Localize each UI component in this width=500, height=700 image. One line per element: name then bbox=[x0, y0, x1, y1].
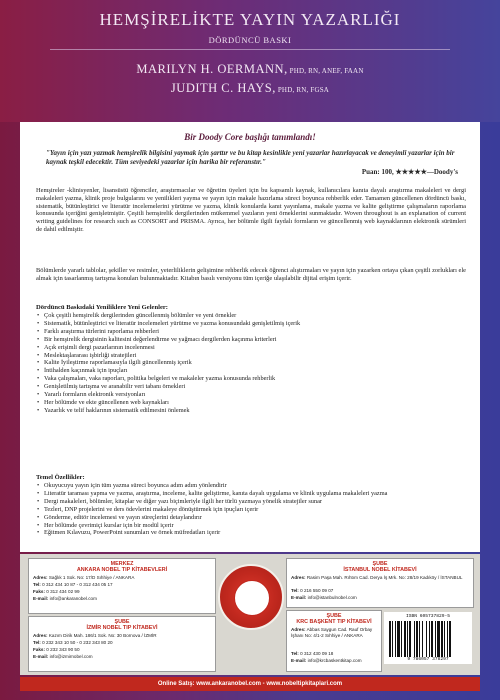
list-item: • Dergi makaleleri, bölümler, kitaplar ve diğer yazı biçimleriyle ilgili her türlü yazmaya yönelik stratejiler sunar bbox=[36, 498, 466, 506]
box-label: ŞUBE bbox=[114, 619, 130, 625]
list-item: • Tezleri, DNP projelerini ve ders ödevlerini makaleye dönüştürmek için ipuçları içerir bbox=[36, 506, 466, 514]
book-title: HEMŞİRELİKTE YAYIN YAZARLIĞI bbox=[99, 10, 401, 29]
phone-line: Tel: 0 312 434 10 87 - 0 312 434 05 17 bbox=[33, 582, 113, 587]
publisher-logo bbox=[218, 564, 284, 630]
phone-line: Tel: 0 312 430 09 18 bbox=[291, 651, 334, 656]
new-features-heading: Dördüncü Baskıdaki Yeniliklere Yeni Gelenler: bbox=[36, 304, 169, 311]
barcode bbox=[384, 612, 472, 664]
key-features-heading: Temel Özellikler: bbox=[36, 474, 85, 481]
key-features-list bbox=[36, 482, 466, 537]
doody-title: Bir Doody Core başlığı tanımlandı! bbox=[184, 132, 316, 142]
phone-line: Tel: 0 232 343 10 50 - 0 232 343 80 20 bbox=[33, 640, 113, 645]
list-item: • İntihalden kaçınmak için ipuçları bbox=[36, 367, 466, 375]
barcode-bar bbox=[397, 621, 400, 657]
publisher-box-istanbul bbox=[286, 558, 474, 608]
barcode-bar bbox=[444, 621, 445, 657]
author-name: MARILYN H. OERMANN, bbox=[136, 62, 288, 76]
back-cover-panel bbox=[20, 122, 480, 552]
box-label: ŞUBE bbox=[372, 561, 388, 567]
isbn-label: ISBN 605737829-5 bbox=[405, 614, 451, 619]
fax-line: Faks: 0 232 343 90 50 bbox=[33, 647, 80, 652]
isbn-number: 9 786057 378297 bbox=[407, 657, 449, 662]
barcode-bar bbox=[404, 621, 406, 657]
author-credentials: PHD, RN, FGSA bbox=[275, 86, 330, 94]
list-item: • Farklı araştırma türlerini raporlama rehberleri bbox=[36, 328, 466, 336]
fax-line: Faks: 0 312 434 02 99 bbox=[33, 589, 80, 594]
barcode-bar bbox=[416, 621, 418, 657]
barcode-bar bbox=[422, 621, 423, 657]
list-item: • Yararlı formların elektronik versiyonları bbox=[36, 391, 466, 399]
barcode-bar bbox=[414, 621, 415, 657]
barcode-bar bbox=[389, 621, 391, 657]
barcode-bar bbox=[431, 621, 433, 657]
description-paragraph-2: Bölümlerde yararlı tablolar, şekiller ve resimler, yeterliliklerin gelişimine rehberlik edecek öğrenci alıştırmaları ve yayın için yazarken ortaya çıkan çeşitli zorlukları ele almak için tasarlanmış tartışma konuları bulunmaktadır. Kitabın basılı versiyonu tüm içeriğe ulaşılabilir dijital erişim içerir. bbox=[36, 267, 466, 282]
box-label: ŞUBE bbox=[326, 613, 342, 619]
list-item: • Meslektaşlararası işbirliği stratejileri bbox=[36, 352, 466, 360]
list-item: • Okuyucuyu yayın için tüm yazma süreci boyunca adım adım yönlendirir bbox=[36, 482, 466, 490]
list-item: • Çok çeşitli hemşirelik dergilerinden güncellenmiş bölümler ve yeni örnekler bbox=[36, 312, 466, 320]
barcode-bar bbox=[437, 621, 440, 657]
barcode-bar bbox=[395, 621, 396, 657]
address-line: Adres: Kazım Dirik Mah. 186/1 Sok. No: 30 Bornova / İZMİR bbox=[33, 633, 157, 638]
barcode-bar bbox=[429, 621, 430, 657]
box-name: İZMİR NOBEL TIP KİTABEVİ bbox=[86, 625, 158, 631]
list-item: • Bir hemşirelik dergisinin kalitesini değerlendirme ve yağmacı dergilerden kaçınma kriterleri bbox=[36, 336, 466, 344]
barcode-bar bbox=[426, 621, 427, 657]
email-line: E-mail: info@istanbulnobel.com bbox=[291, 595, 357, 600]
author-credentials: PHD, RN, ANEF, FAAN bbox=[287, 67, 364, 75]
publisher-section bbox=[20, 554, 480, 675]
barcode-bar bbox=[409, 621, 411, 657]
barcode-bar bbox=[392, 621, 393, 657]
list-item: • Her bölümde çevrimiçi kurslar için bir modül içerir bbox=[36, 522, 466, 530]
list-item: • Literatür taraması yapma ve yazma, araştırma, inceleme, kalite geliştirme, kanıta dayalı uygulama ve klinik uygulama makaleleri yazma bbox=[36, 490, 466, 498]
address-line: Adres: Sağlık 1 Sok. No: 17/D Sıhhiye / ANKARA bbox=[33, 575, 135, 580]
list-item: • Yazarlık ve telif haklarının sistematik edilmesini önlemek bbox=[36, 407, 466, 415]
list-item: • Açık erişimli dergi pazarlarının incelenmesi bbox=[36, 344, 466, 352]
list-item: • Gönderme, editör incelemesi ve yayın süreçlerini detaylandırır bbox=[36, 514, 466, 522]
author-name: JUDITH C. HAYS, bbox=[170, 81, 276, 95]
barcode-bar bbox=[435, 621, 436, 657]
address-line: Adres: Rasim Paşa Mah. Rıhtım Cad. Derya İş Mrk. No: 28/19 Kadıköy / İSTANBUL bbox=[291, 575, 463, 580]
box-label: MERKEZ bbox=[110, 561, 134, 567]
email-line: E-mail: info@krcbaskentkitap.com bbox=[291, 658, 362, 663]
box-name: İSTANBUL NOBEL KİTABEVİ bbox=[343, 567, 417, 573]
barcode-bar bbox=[407, 621, 408, 657]
list-item: • Sistematik, bütünleştirici ve literatür incelemeleri yürütme ve yazma konusundaki genişletilmiş içerik bbox=[36, 320, 466, 328]
barcode-bar bbox=[447, 621, 448, 657]
barcode-bar bbox=[449, 621, 451, 657]
list-item: • Vaka çalışmaları, vaka raporları, politika belgeleri ve makaleler yazma konusunda rehberlik bbox=[36, 375, 466, 383]
author-1 bbox=[0, 62, 500, 77]
divider bbox=[50, 49, 450, 50]
address-line: Adres: Abbas Saygun Cad. Rauf Orbay İşhanı No: 4/1-2 Sıhhiye / ANKARA bbox=[291, 627, 373, 638]
edition-label: DÖRDÜNCÜ BASKI bbox=[208, 35, 292, 45]
publisher-box-krc bbox=[286, 610, 382, 672]
review-quote: "Yayın için yazı yazmak hemşirelik bilgisini yaymak için şarttır ve bu kitap kesinlikle yeni yazarlar hazırlayacak ve deneyimli yazarlar için bir kaynak teşkil edecektir. Tüm seviyedeki yazarlar için harika bir referanstır." bbox=[46, 149, 455, 166]
new-features-list bbox=[36, 312, 466, 415]
barcode-bar bbox=[441, 621, 443, 657]
list-item: • Genişletilmiş tartışma ve aranabilir veri tabanı örnekleri bbox=[36, 383, 466, 391]
box-name: ANKARA NOBEL TIP KİTABEVLERİ bbox=[76, 567, 168, 573]
online-sales-bar[interactable]: Online Satış: www.ankaranobel.com - www.nobeltipkitaplari.com bbox=[20, 677, 480, 691]
publisher-box-izmir bbox=[28, 616, 216, 672]
phone-line: Tel: 0 216 550 09 07 bbox=[291, 588, 334, 593]
logo-center bbox=[234, 580, 270, 616]
barcode-bar bbox=[419, 621, 420, 657]
list-item: • Her bölümde ve ekte güncellenen web kaynakları bbox=[36, 399, 466, 407]
list-item: • Eğitmen Kılavuzu, PowerPoint sunumları ve örnek müfredatları içerir bbox=[36, 529, 466, 537]
description-paragraph-1: Hemşireler -klinisyenler, lisansüstü öğrenciler, araştırmacılar ve öğretim üyeleri için bu kapsamlı kaynak, kullanıcılara kanıta dayalı araştırma makaleleri ve dergi makaleleri yazma, klinik proje bulgularını ve yenilikleri yayma ve yayın için makale hazırlama süreci boyunca rehberlik eder. Tamamen güncellenen dördüncü baskı, sistematik, bütünleştirici ve literatür incelemelerini yürütme ve yazma, klinik konularda kanıt yayınlama, makale yazma ve kalite geliştirme çalışmaların raporlama konusunda içeriğini genişletmiştir. Çeşitli hemşirelik dergilerinden mükemmel yazıların yeni örneklerini sunmaktadır. Woven throughout is an explanation of current writing guidelines for research such as CONSORT and PRISMA. Ayrıca, her bölümle ilgili faydalı formların ve güncellenmiş web kaynaklarının elektronik sürümleri de dahil edilmiştir. bbox=[36, 187, 466, 233]
barcode-bar bbox=[401, 621, 402, 657]
barcode-bars bbox=[389, 621, 467, 657]
email-line: E-mail: info@izmirnobel.com bbox=[33, 654, 93, 659]
review-source: Puan: 100, ★★★★★—Doody's bbox=[361, 168, 458, 176]
box-name: KRC BAŞKENT TIP KİTABEVİ bbox=[296, 619, 372, 625]
email-line: E-mail: info@ankaranobel.com bbox=[33, 596, 97, 601]
list-item: • Kalite İyileştirme raporlamasıyla ilgili güncellenmiş içerik bbox=[36, 359, 466, 367]
publisher-box-merkez bbox=[28, 558, 216, 614]
author-2 bbox=[0, 81, 500, 96]
